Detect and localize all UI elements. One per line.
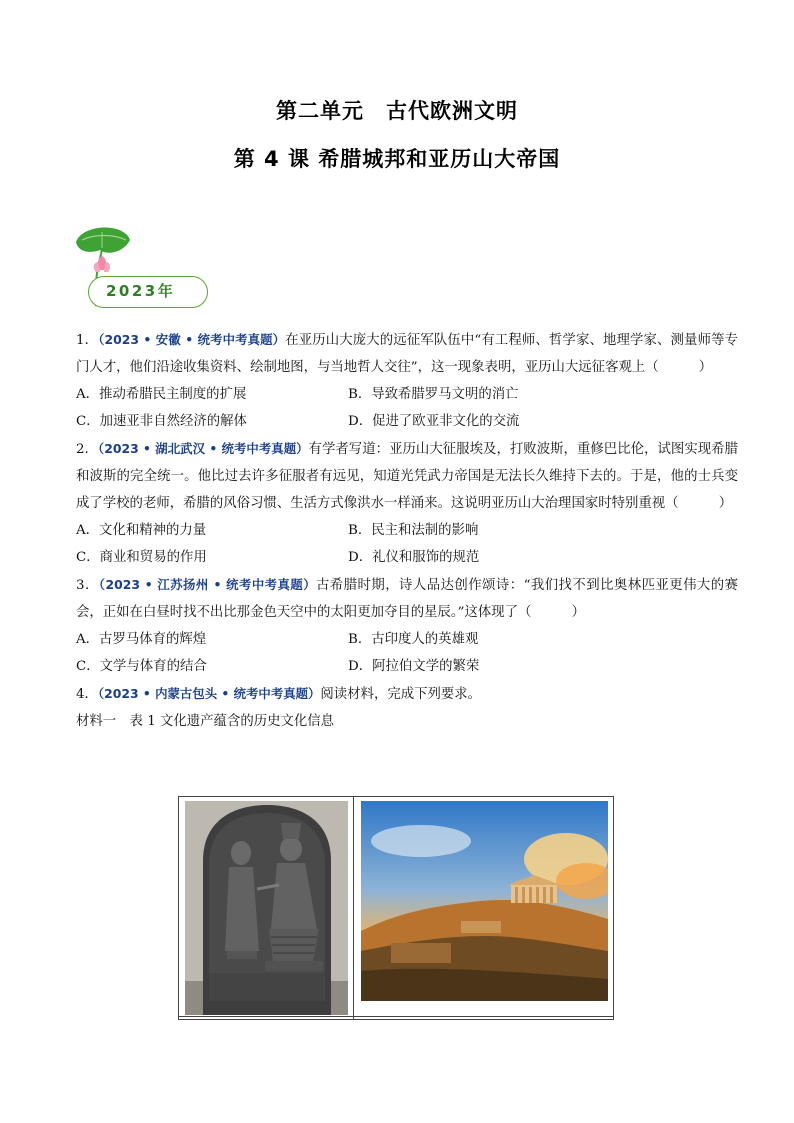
option-b: B．古印度人的英雄观: [348, 632, 479, 647]
option-c: C．文学与体育的结合: [76, 659, 207, 674]
lesson-title: 第 4 课 希腊城邦和亚历山大帝国: [233, 147, 561, 171]
stele-image: [185, 801, 348, 1015]
question-source: （2023 • 湖北武汉 • 统考中考真题）: [97, 441, 309, 456]
unit-title: 第二单元 古代欧洲文明: [276, 99, 518, 123]
option-c: C．加速亚非自然经济的解体: [76, 414, 247, 429]
options-row: [76, 544, 738, 571]
option-a: A．文化和精神的力量: [76, 523, 207, 538]
table-row-line: [179, 1016, 613, 1017]
question-2: 2．（2023 • 湖北武汉 • 统考中考真题）有学者写道：亚历山大征服埃及，打败波斯，重修巴比伦，试图实现希腊和波斯的完全统一。他比过去许多征服者有远见，知道光凭武力帝国是无法长久维持下去的。于是，他的士兵变成了学校的老师，希腊的风俗习惯、生活方式像洪水一样涌来。这说明亚历山大治理国家时特别重视（ ）: [76, 441, 738, 511]
options-row: [76, 653, 738, 680]
acropolis-image: [361, 801, 608, 1001]
question-source: （2023 • 安徽 • 统考中考真题）: [98, 332, 286, 347]
question-list: [76, 326, 738, 735]
option-d: D．礼仪和服饰的规范: [348, 550, 480, 565]
option-d: D．阿拉伯文学的繁荣: [348, 659, 480, 674]
options-row: [76, 408, 738, 435]
year-badge-label: 2023年: [106, 282, 176, 300]
options-row: [76, 517, 738, 544]
option-b: B．导致希腊罗马文明的消亡: [348, 387, 519, 402]
options-row: [76, 381, 738, 408]
option-c: C．商业和贸易的作用: [76, 550, 207, 565]
heritage-table: [178, 796, 614, 1020]
question-4: 4．（2023 • 内蒙古包头 • 统考中考真题）阅读材料，完成下列要求。: [76, 686, 482, 702]
option-a: A．推动希腊民主制度的扩展: [76, 387, 247, 402]
option-a: A．古罗马体育的辉煌: [76, 632, 207, 647]
question-3: 3．（2023 • 江苏扬州 • 统考中考真题）古希腊时期，诗人品达创作颂诗：“我们找不到比奥林匹亚更伟大的赛会，正如在白昼时找不出比那金色天空中的太阳更加夺目的星辰。”这体现了（ ）: [76, 577, 738, 620]
option-d: D．促进了欧亚非文化的交流: [348, 414, 520, 429]
year-badge: [72, 222, 212, 312]
question-source: （2023 • 内蒙古包头 • 统考中考真题）: [97, 686, 321, 701]
table-divider: [353, 797, 354, 1019]
option-b: B．民主和法制的影响: [348, 523, 479, 538]
options-row: [76, 626, 738, 653]
question-1: 1．（2023 • 安徽 • 统考中考真题）在亚历山大庞大的远征军队伍中“有工程师、哲学家、地理学家、测量师等专门人才，他们沿途收集资料、绘制地图，与当地哲人交往”，这一现象表明，亚历山大远征客观上（ ）: [76, 332, 738, 375]
question-source: （2023 • 江苏扬州 • 统考中考真题）: [98, 577, 317, 592]
material-caption: 材料一 表 1 文化遗产蕴含的历史文化信息: [76, 714, 335, 729]
